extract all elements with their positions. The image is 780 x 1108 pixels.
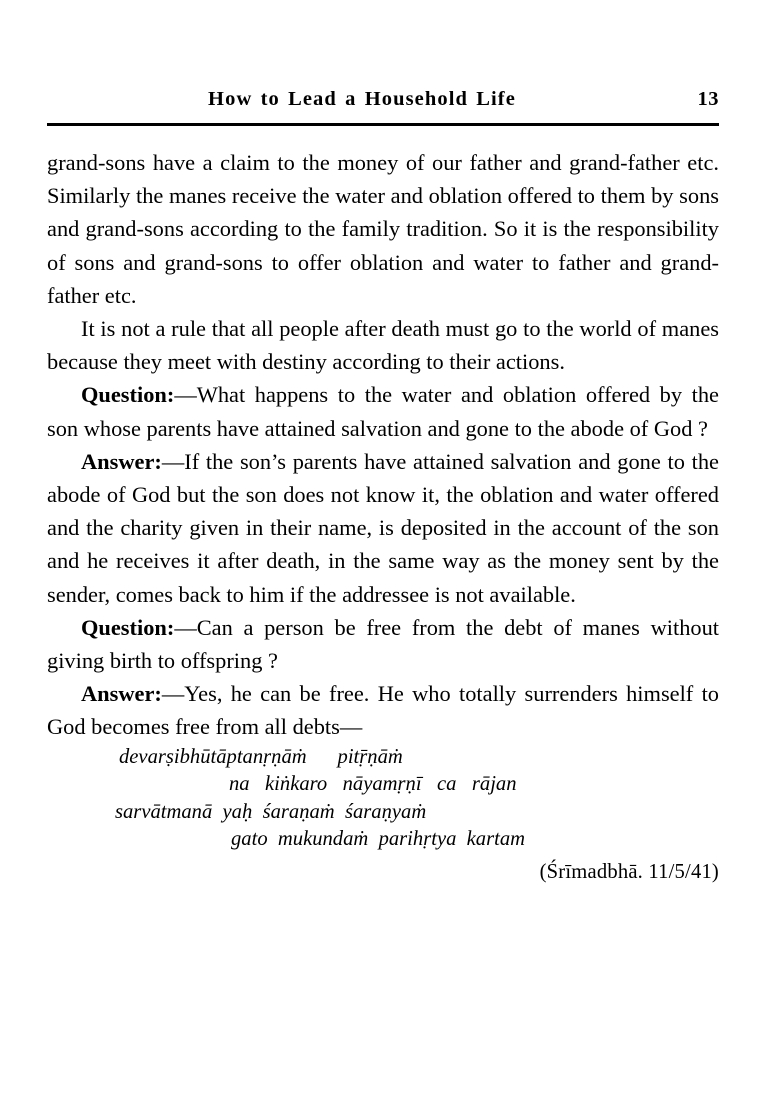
question-block-1: [47, 378, 719, 444]
running-head: [47, 88, 719, 118]
question-text-2: —Can a person be free from the debt of manes without giving birth to offspring ?: [47, 614, 719, 674]
paragraph-manes-claim: grand-sons have a claim to the money of our father and grand-father etc. Similarly the manes receive the water and oblation offered to them by sons and grand-sons according to the family tradition. So it is the responsibility of sons and grand-sons to offer oblation and water to father and grand-father etc.: [47, 150, 719, 308]
page-title: How to Lead a Household Life: [208, 88, 516, 110]
answer-block-2: [47, 677, 719, 743]
verse-line-4: gato mukundaṁ parihṛtya kartam: [231, 828, 526, 851]
answer-label-1: Answer:: [81, 448, 162, 474]
header-rule-divider: [47, 123, 719, 126]
verse-line-2: na kiṅkaro nāyamṛṇī ca rājan: [229, 773, 517, 796]
answer-block-1: [47, 445, 719, 611]
paragraph-not-a-rule: It is not a rule that all people after death must go to the world of manes because they meet with destiny according to their actions.: [47, 316, 719, 375]
page-number: 13: [697, 88, 719, 110]
question-text-1: —What happens to the water and oblation offered by the son whose parents have attained salvation and gone to the abode of God ?: [47, 382, 719, 441]
answer-text-2: —Yes, he can be free. He who totally surrenders himself to God becomes free from all debts—: [47, 681, 719, 740]
question-label-2: Question:: [81, 614, 175, 640]
answer-text-1: —If the son’s parents have attained salvation and gone to the abode of God but the son does not know it, the oblation and water offered and the charity given in their name, is deposited in the account of the son and he receives it after death, in the same way as the money sent by the sender, comes back to him if the addressee is not available.: [47, 448, 719, 607]
question-block-2: [47, 611, 719, 677]
verse-citation: (Śrīmadbhā. 11/5/41): [539, 861, 719, 884]
sanskrit-verse-block: [47, 744, 719, 854]
verse-line-3: sarvātmanā yaḥ śaraṇaṁ śaraṇyaṁ: [115, 800, 427, 823]
question-label-1: Question:: [81, 382, 175, 408]
answer-label-2: Answer:: [81, 681, 162, 707]
body-text-column: [47, 146, 719, 886]
verse-line-1: devarṣibhūtāptanṛṇāṁ pitṝṇāṁ: [119, 745, 403, 768]
